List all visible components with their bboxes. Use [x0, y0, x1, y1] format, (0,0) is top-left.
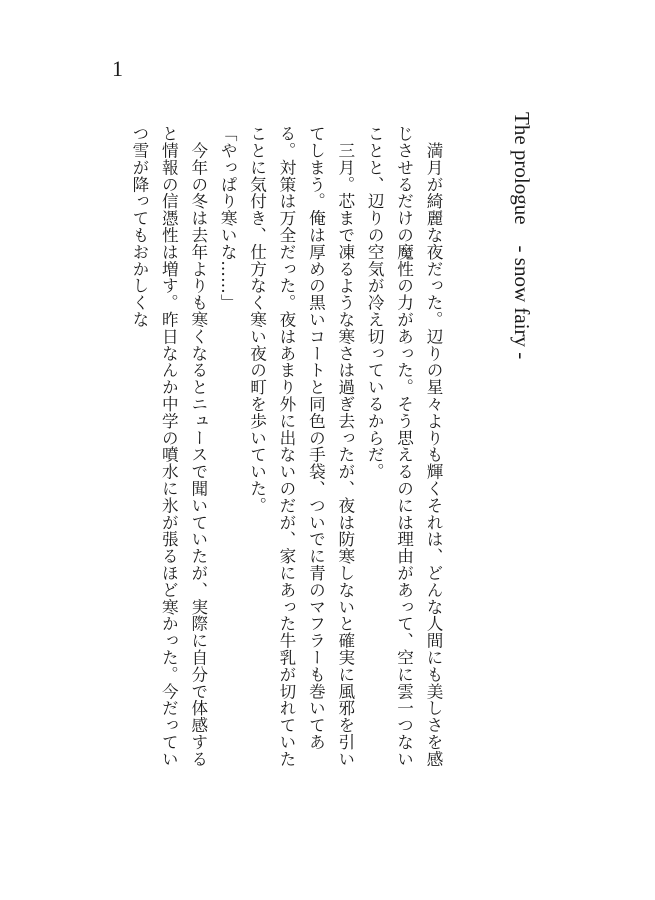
dialogue-line: 「やっぱり寒いな……」 [218, 125, 238, 311]
chapter-title: The prologue - snow fairy - [510, 112, 534, 360]
paragraph: 満月が綺麗な夜だった。辺りの星々よりも輝くそれは、どんな人間にも美しさを感じさせるだけの魔性の力があった。そう思えるのには理由があって、空に雲一つないことと、辺りの空気が冷え切っているからだ。 [365, 125, 443, 768]
paragraph: 三月。芯まで凍るような寒さは過ぎ去ったが、夜は防寒しないと確実に風邪を引いてしまう。俺は厚めの黒いコートと同色の手袋、ついでに青のマフラーも巻いてある。対策は万全だった。夜はあまり外に出ないのだが、家にあった牛乳が切れていたことに気付き、仕方なく寒い夜の町を歩いていた。 [247, 125, 355, 768]
paragraph: 今年の冬は去年よりも寒くなるとニュースで聞いていたが、実際に自分で体感すると情報の信憑性は増す。昨日なんか中学の噴水に氷が張るほど寒かった。今だっていつ雪が降ってもおかしくな [129, 125, 208, 768]
body-text [108, 125, 448, 775]
page-number: 1 [112, 56, 123, 81]
